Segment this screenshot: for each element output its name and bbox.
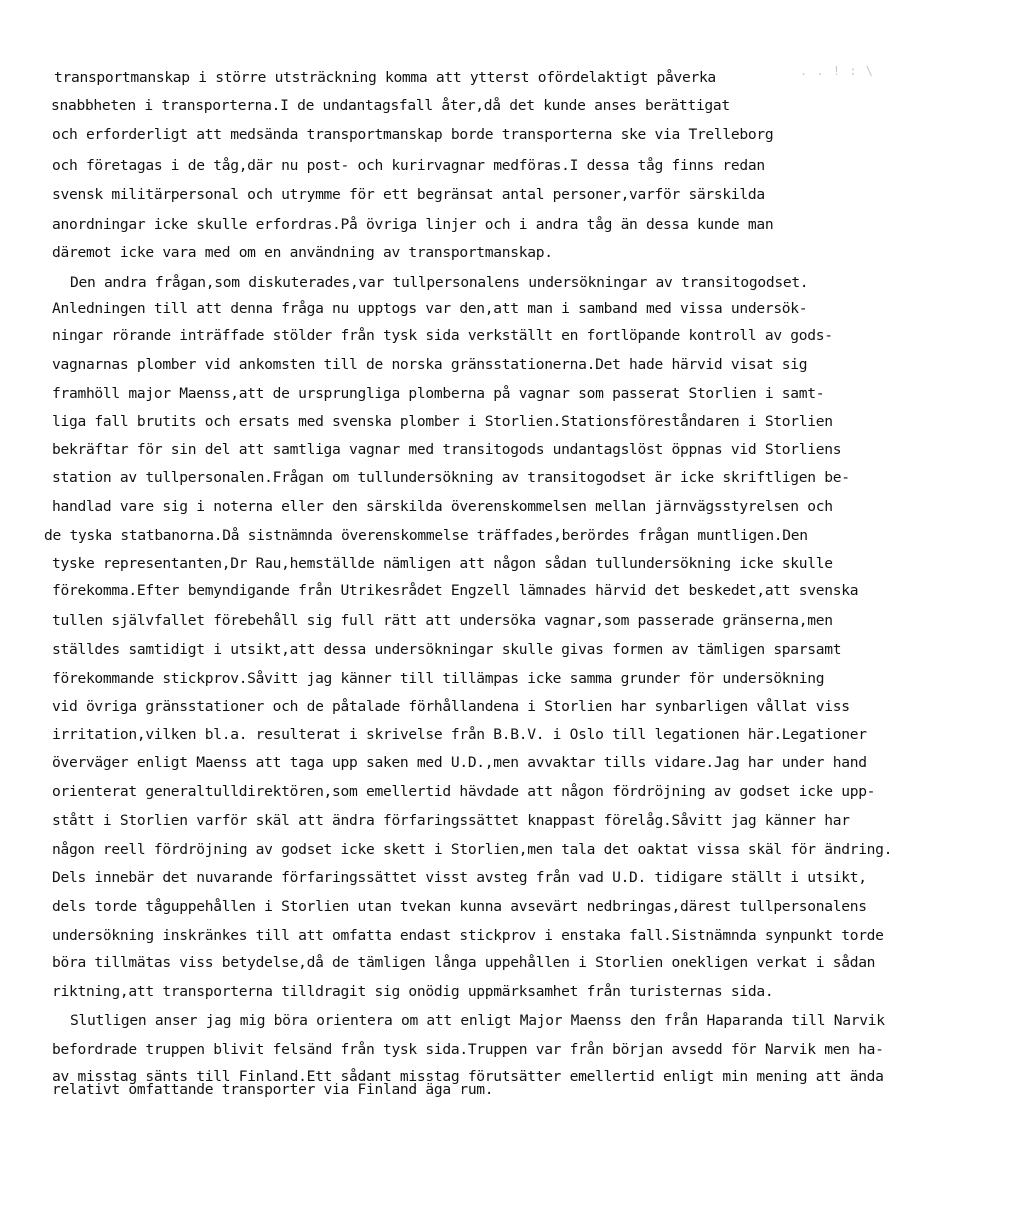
text-line: bekräftar för sin del att samtliga vagnar med transitogods undantagslöst öppnas vid Storliens: [52, 441, 842, 458]
text-line: och företagas i de tåg,där nu post- och kurirvagnar medföras.I dessa tåg finns redan: [52, 157, 765, 174]
text-line: någon reell fördröjning av godset icke skett i Storlien,men tala det oaktat vissa skäl för ändring.: [52, 841, 893, 858]
text-line: riktning,att transporterna tilldragit sig onödig uppmärksamhet från turisternas sida.: [52, 983, 774, 1000]
text-line: stått i Storlien varför skäl att ändra förfaringssättet knappast förelåg.Såvitt jag känner har: [52, 812, 850, 829]
text-line: förekomma.Efter bemyndigande från Utrikesrådet Engzell lämnades härvid det beskedet,att svenska: [52, 582, 859, 599]
text-line: tyske representanten,Dr Rau,hemställde nämligen att någon sådan tullundersökning icke skulle: [52, 555, 833, 572]
text-line: Dels innebär det nuvarande förfaringssättet visst avsteg från vad U.D. tidigare ställt i utsikt,: [52, 869, 867, 886]
text-line: ställdes samtidigt i utsikt,att dessa undersökningar skulle givas formen av tämligen sparsamt: [52, 641, 842, 658]
text-line: transportmanskap i större utsträckning komma att ytterst ofördelaktigt påverka: [54, 69, 716, 86]
text-line: orienterat generaltulldirektören,som emellertid hävdade att någon fördröjning av godset icke upp-: [52, 783, 876, 800]
text-line: Den andra frågan,som diskuterades,var tullpersonalens undersökningar av transitogodset.: [70, 274, 809, 291]
text-line: och erforderligt att medsända transportmanskap borde transporterna ske via Trelleborg: [52, 126, 774, 143]
text-line: station av tullpersonalen.Frågan om tullundersökning av transitogodset är icke skriftligen be-: [52, 469, 850, 486]
text-line: däremot icke vara med om en användning av transportmanskap.: [52, 244, 553, 261]
text-line: böra tillmätas viss betydelse,då de tämligen långa uppehållen i Storlien onekligen verkat i sådan: [52, 954, 876, 971]
text-line: dels torde tåguppehållen i Storlien utan tvekan kunna avsevärt nedbringas,därest tullpersonalens: [52, 898, 867, 915]
text-line: de tyska statbanorna.Då sistnämnda överenskommelse träffades,berördes frågan muntligen.Den: [44, 527, 808, 544]
text-line: vagnarnas plomber vid ankomsten till de norska gränsstationerna.Det hade härvid visat sig: [52, 356, 808, 373]
text-line: relativt omfattande transporter via Finland äga rum.: [52, 1081, 494, 1098]
text-line: Slutligen anser jag mig böra orientera om att enligt Major Maenss den från Haparanda till Narvik: [70, 1012, 885, 1029]
text-line: av misstag sänts till Finland.Ett sådant misstag förutsätter emellertid enligt min mening att ända: [52, 1068, 884, 1085]
text-line: snabbheten i transporterna.I de undantagsfall åter,då det kunde anses berättigat: [51, 97, 730, 114]
text-line: liga fall brutits och ersats med svenska plomber i Storlien.Stationsföreståndaren i Storlien: [52, 413, 833, 430]
text-line: överväger enligt Maenss att taga upp saken med U.D.,men avvaktar tills vidare.Jag har under hand: [52, 754, 867, 771]
text-line: vid övriga gränsstationer och de påtalade förhållandena i Storlien har synbarligen vållat viss: [52, 698, 850, 715]
text-line: tullen självfallet förebehåll sig full rätt att undersöka vagnar,som passerade gränserna,men: [52, 612, 833, 629]
text-line: framhöll major Maenss,att de ursprungliga plomberna på vagnar som passerat Storlien i samt-: [52, 385, 825, 402]
text-line: svensk militärpersonal och utrymme för ett begränsat antal personer,varför särskilda: [52, 186, 765, 203]
text-line: Anledningen till att denna fråga nu upptogs var den,att man i samband med vissa undersök-: [52, 300, 808, 317]
text-line: befordrade truppen blivit felsänd från tysk sida.Truppen var från början avsedd för Narvik men ha-: [52, 1041, 884, 1058]
text-line: ningar rörande inträffade stölder från tysk sida verkställt en fortlöpande kontroll av gods-: [52, 327, 833, 344]
corner-mark: . . ! : \: [800, 64, 875, 78]
text-line: undersökning inskränkes till att omfatta endast stickprov i enstaka fall.Sistnämnda synpunkt torde: [52, 927, 884, 944]
text-line: handlad vare sig i noterna eller den särskilda överenskommelsen mellan järnvägsstyrelsen och: [52, 498, 833, 515]
text-line: irritation,vilken bl.a. resulterat i skrivelse från B.B.V. i Oslo till legationen här.Legationer: [52, 726, 867, 743]
text-line: förekommande stickprov.Såvitt jag känner till tillämpas icke samma grunder för undersökning: [52, 670, 825, 687]
text-line: anordningar icke skulle erfordras.På övriga linjer och i andra tåg än dessa kunde man: [52, 216, 774, 233]
